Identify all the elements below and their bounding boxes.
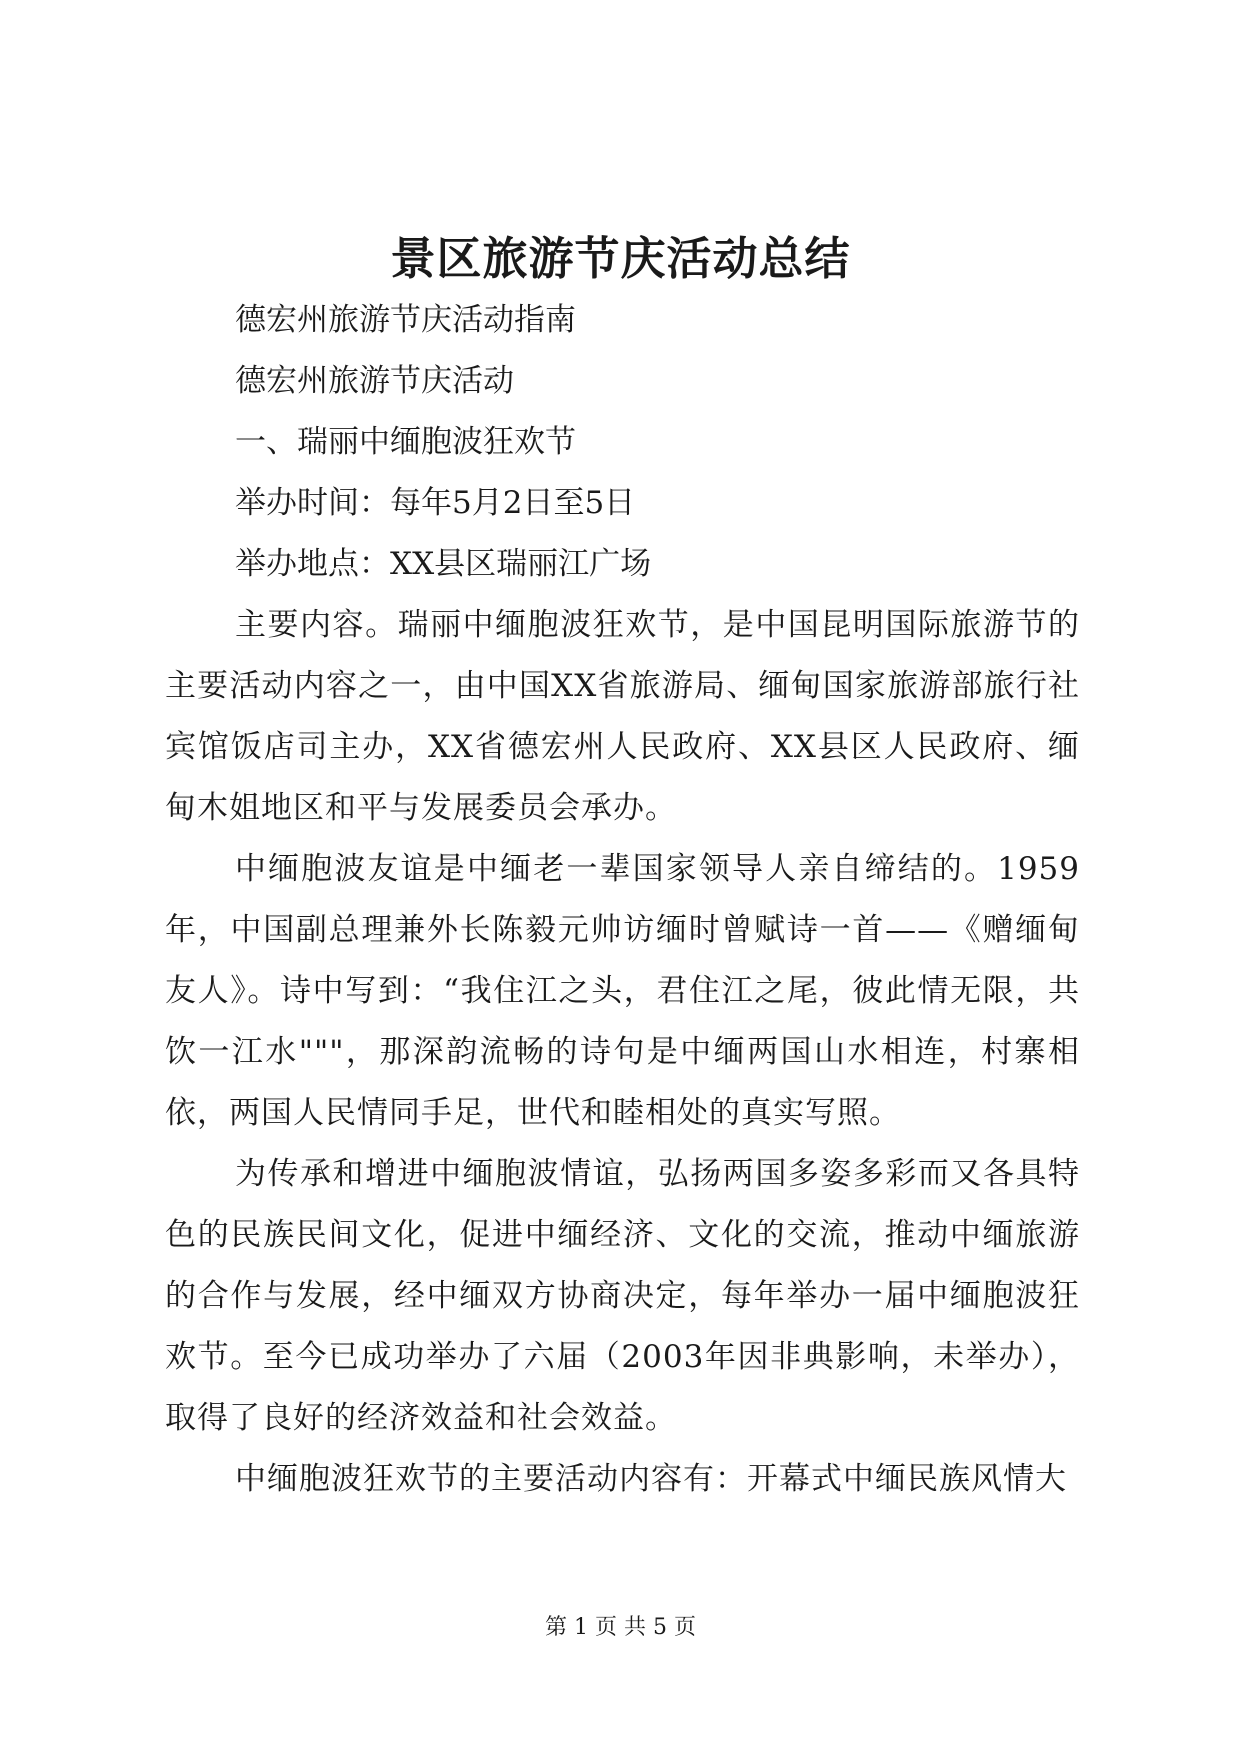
event-time-line: 举办时间：每年5月2日至5日 [235,485,636,521]
body-paragraph: 中缅胞波友谊是中缅老一辈国家领导人亲自缔结的。1959年，中国副总理兼外长陈毅元帅访缅时曾赋诗一首——《赠缅甸友人》。诗中写到：“我住江之头，君住江之尾，彼此情无限，共饮一江水"""，那深韵流畅的诗句是中缅两国山水相连，村寨相依，两国人民情同手足，世代和睦相处的真实写照。 [165,851,1080,1131]
body-paragraph: 中缅胞波狂欢节的主要活动内容有：开幕式中缅民族风情大 [235,1461,1067,1497]
subtitle-line: 德宏州旅游节庆活动指南 [235,302,576,338]
document-title: 景区旅游节庆活动总结 [390,232,851,285]
event-location-line: 举办地点：XX县区瑞丽江广场 [235,546,652,582]
body-paragraph: 主要内容。瑞丽中缅胞波狂欢节，是中国昆明国际旅游节的主要活动内容之一，由中国XX省旅游局、缅甸国家旅游部旅行社宾馆饭店司主办，XX省德宏州人民政府、XX县区人民政府、缅甸木姐地区和平与发展委员会承办。 [165,607,1080,826]
body-paragraph: 为传承和增进中缅胞波情谊，弘扬两国多姿多彩而又各具特色的民族民间文化，促进中缅经济、文化的交流，推动中缅旅游的合作与发展，经中缅双方协商决定，每年举办一届中缅胞波狂欢节。至今已成功举办了六届（2003年因非典影响，未举办），取得了良好的经济效益和社会效益。 [165,1156,1080,1436]
document-body [165,290,1080,1510]
section-heading: 一、瑞丽中缅胞波狂欢节 [235,424,576,460]
subtitle-line: 德宏州旅游节庆活动 [235,363,514,399]
page-footer: 第 1 页 共 5 页 [545,1615,696,1640]
